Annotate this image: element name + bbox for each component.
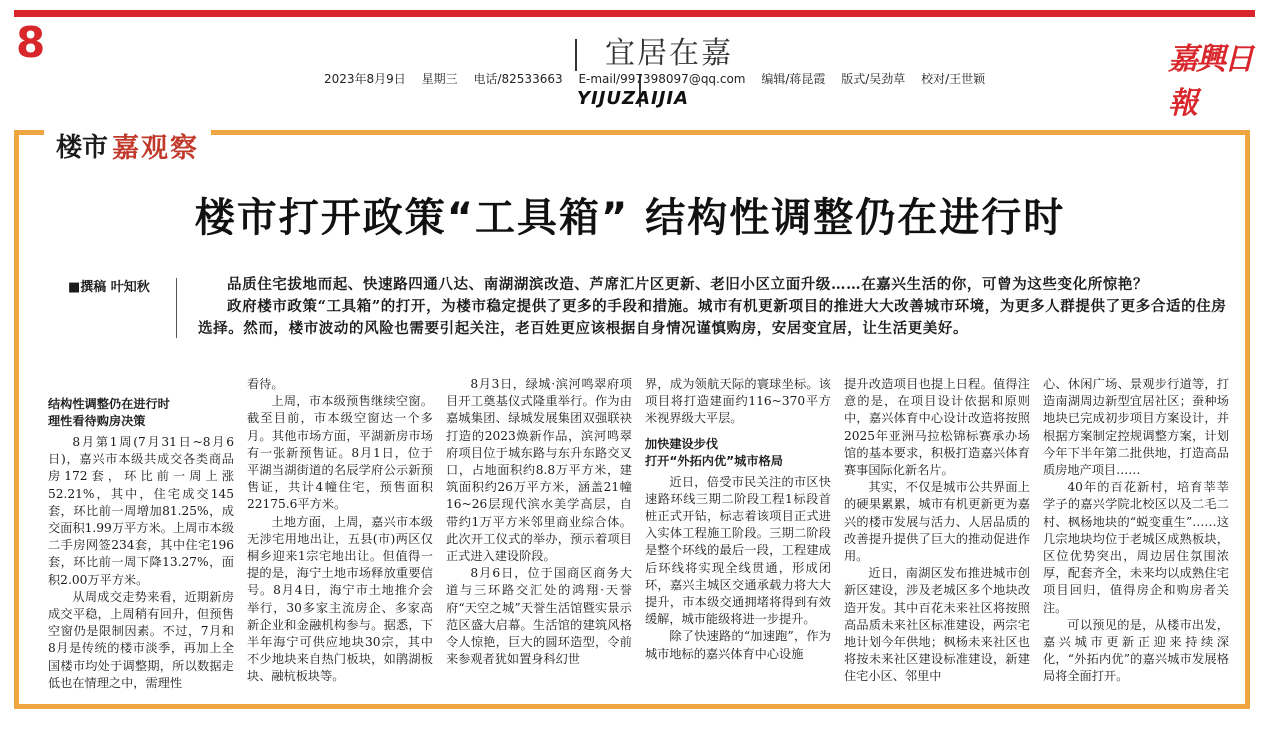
masthead-meta [324,70,997,87]
paragraph: 从周成交走势来看，近期新房成交平稳，上周稍有回升，但预售空窗仍是限制因素。不过，7月和8月是传统的楼市淡季，再加上全国楼市均处于调整期，所以数据走低也在情理之中，需理性 [48,589,234,690]
body-column-3 [446,376,632,668]
subhead-1a: 结构性调整仍在进行时 [48,397,170,411]
subhead-2b: 打开“外拓内优”城市格局 [645,453,783,468]
paragraph: 8月第1周(7月31日~8月6日)，嘉兴市本级共成交各类商品房172套，环比前一周上涨52.21%，其中，住宅成交145套，环比前一周增加81.25%，成交面积1.99万平方米。上周市本级二手房网签234套，其中住宅196套，环比前一周下降13.27%，面积2.00万平方米。 [48,435,234,587]
section-title-text: 宜居在嘉 [605,36,733,71]
column-tag-part1: 楼市 [56,132,109,163]
paragraph: 心、休闲广场、景观步行道等，打造南湖周边新型宜居社区；蚕种场地块已完成初步项目方案设计，并根据方案制定控规调整方案，计划今年下半年第二批供地，打造高品质房地产项目…… [1043,377,1229,478]
paragraph: 土地方面，上周，嘉兴市本级无涉宅用地出让，五县(市)两区仅桐乡迎来1宗宅地出让。但值得一提的是，海宁土地市场释放重要信号。8月4日，海宁市土地推介会举行，30多家主流房企、多家高新企业和金融机构参与。据悉，下半年海宁可供应地块30宗，其中不少地块来自热门板块，如鹃湖板块、融杭板块等。 [247,514,433,684]
paragraph: 可以预见的是，从楼市出发，嘉兴城市更新正迎来持续深化，“外拓内优”的嘉兴城市发展格局将全面打开。 [1043,617,1229,684]
page-number: 8 [16,18,46,67]
top-red-rule [14,10,1255,17]
body-column-1 [48,394,234,692]
contact-email: E-mail/997398097@qq.com [578,72,746,86]
subhead-1b: 理性看待购房决策 [48,414,146,428]
lead-line-1: 品质住宅拔地而起、快速路四通八达、南湖湖滨改造、芦席汇片区更新、老旧小区立面升级……在嘉兴生活的你，可曾为这些变化所惊艳？ [227,276,1149,293]
paragraph: 8月3日，绿城·滨河鸣翠府项目开工奠基仪式隆重举行。作为由嘉城集团、绿城发展集团双强联袂打造的2023焕新作品，滨河鸣翠府项目位于城东路与东升东路交叉口，占地面积约8.8万平方米，建筑面积约26万平方米，涵盖21幢16~26层现代滨水美学高层，自带约1万平方米邻里商业综合体。此次开工仪式的举办，预示着项目正式进入建设阶段。 [446,377,632,564]
designer-credit: 版式/吴劲草 [841,72,906,86]
paragraph: 8月6日，位于国商区商务大道与三环路交汇处的鸿翔·天誉府“天空之城”天誉生活馆暨实景示范区盛大启幕。生活馆的建筑风格令人惊艳，巨大的圆环造型，令前来参观者犹如置身科幻世 [446,566,632,667]
body-column-6 [1043,376,1229,686]
paragraph: 40年的百花新村，培育莘莘学子的嘉兴学院北校区以及二毛二村、枫杨地块的“蜕变重生”……这几宗地块均位于老城区成熟板块，区位优势突出，周边居住氛围浓厚，配套齐全，未来均以成熟住宅项目回归，值得房企和购房者关注。 [1043,480,1229,615]
editor-credit: 编辑/蒋昆霞 [761,72,826,86]
paragraph: 界，成为领航天际的寰球坐标。该项目将打造建面约116~370平方米视界级大平层。 [645,377,831,426]
newspaper-logo: 嘉興日報 [1168,42,1252,121]
column-tag-part2: 嘉观察 [112,132,200,164]
paragraph: 除了快速路的“加速跑”，作为城市地标的嘉兴体育中心设施 [645,629,831,661]
subhead-2a: 加快建设步伐 [645,436,719,451]
body-column-4 [645,376,831,663]
body-column-5 [844,376,1030,686]
paragraph: 上周，市本级预售继续空窗。截至目前，市本级空窗达一个多月。其他市场方面，平湖新房市场有一张新预售证。8月1日，位于平湖当湖街道的名辰学府公示新预售证，共计4幢住宅，预售面积22175.6平方米。 [247,394,433,512]
lead-divider [176,278,177,338]
paragraph: 近日，倍受市民关注的市区快速路环线三期二阶段工程1标段首桩正式开钻，标志着该项目正式进入实体工程施工阶段。三期二阶段是整个环线的最后一段，工程建成后环线将实现全线贯通，形成闭环，嘉兴主城区交通承载力将大大提升，市本级交通拥堵将得到有效缓解，城市能级将进一步提升。 [645,474,831,627]
proofreader-credit: 校对/王世颖 [921,72,986,86]
lead-paragraph [198,274,1238,340]
section-pinyin: YIJUZAIJIA [577,88,690,109]
issue-weekday: 星期三 [421,72,458,86]
paragraph: 提升改造项目也提上日程。值得注意的是，在项目设计依据和原则中，嘉兴体育中心设计改造将按照2025年亚洲马拉松锦标赛承办场馆的基本要求，积极打造嘉兴体育赛事国际化新名片。 [844,377,1030,478]
title-divider-left [575,39,577,71]
body-column-2 [247,376,433,686]
lead-line-2: 政府楼市政策“工具箱”的打开，为楼市稳定提供了更多的手段和措施。城市有机更新项目的推进大大改善城市环境，为更多人群提供了更多合适的住房选择。然而，楼市波动的风险也需要引起关注，老百姓更应该根据自身情况谨慎购房，安居变宜居，让生活更美好。 [198,298,1227,337]
article-body [48,377,1238,690]
paragraph: 近日，南湖区发布推进城市创新区建设，涉及老城区多个地块改造开发。其中百花未来社区将按照高品质未来社区标准建设，两宗宅地计划今年供地；枫杨未来社区也将按未来社区建设标准建设，新建住宅小区、邻里中 [844,566,1030,684]
issue-date: 2023年8月9日 [324,72,406,86]
paragraph: 其实，不仅是城市公共界面上的硬果累累，城市有机更新更为嘉兴的楼市发展与活力、人居品质的改善提升提供了巨大的推动促进作用。 [844,480,1030,564]
contact-phone: 电话/82533663 [473,72,563,86]
article-headline: 楼市打开政策“工具箱” 结构性调整仍在进行时 [194,195,1066,241]
byline: ■撰稿 叶知秋 [68,280,150,295]
paragraph: 看待。 [247,377,284,391]
column-tag [44,120,211,170]
